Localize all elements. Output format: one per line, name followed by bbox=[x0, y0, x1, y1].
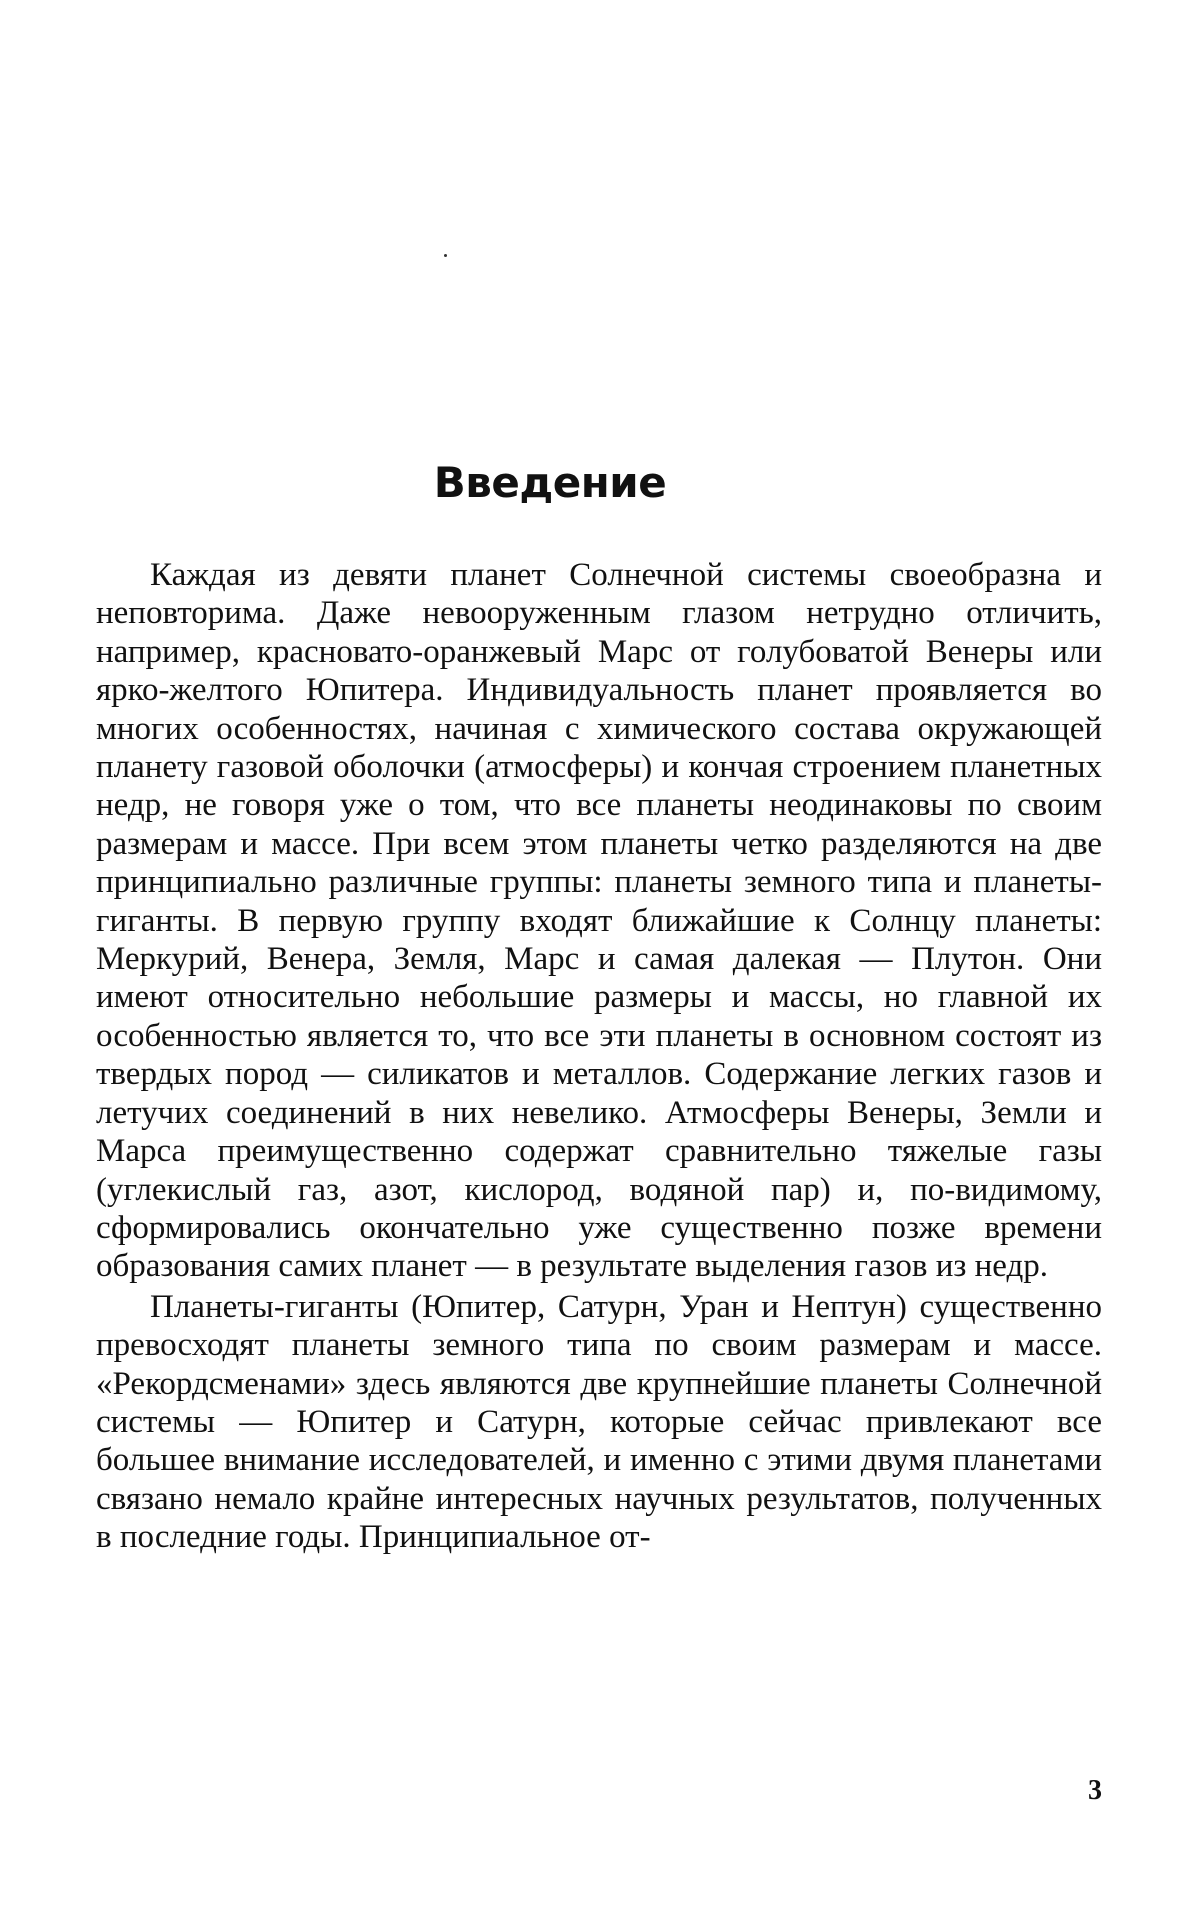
paragraph-1: Каждая из девяти планет Солнечной системы своеобразна и неповторима. Даже невооруженным глазом нетрудно отличить, например, красновато-оранжевый Марс от голубоватой Венеры или ярко-желтого Юпитера. Индивидуальность планет проявляется во многих особенностях, начиная с химического состава окружающей планету газовой оболочки (атмосферы) и кончая строением планетных недр, не говоря уже о том, что все планеты неодинаковы по своим размерам и массе. При всем этом планеты четко разделяются на две принципиально различные группы: планеты земного типа и планеты-гиганты. В первую группу входят ближайшие к Солнцу планеты: Меркурий, Венера, Земля, Марс и самая далекая — Плутон. Они имеют относительно небольшие размеры и массы, но главной их особенностью является то, что все эти планеты в основном состоят из твердых пород — силикатов и металлов. Содержание легких газов и летучих соединений в них невелико. Атмосферы Венеры, Земли и Марса преимущественно содержат сравнительно тяжелые газы (углекислый газ, азот, кислород, водяной пар) и, по-видимому, сформировались окончательно уже существенно позже времени образования самих планет — в результате выделения газов из недр. bbox=[96, 557, 1102, 1285]
body-text bbox=[96, 556, 1102, 1559]
paragraph-2: Планеты-гиганты (Юпитер, Сатурн, Уран и Нептун) существенно превосходят планеты земного типа по своим размерам и массе. «Рекордсменами» здесь являются две крупнейшие планеты Солнечной системы — Юпитер и Сатурн, которые сейчас привлекают все большее внимание исследователей, и именно с этими двумя планетами связано немало крайне интересных научных результатов, полученных в последние годы. Принципиальное от- bbox=[96, 1288, 1102, 1556]
page-number: 3 bbox=[1088, 1775, 1102, 1806]
print-speck bbox=[444, 254, 447, 257]
chapter-title: Введение bbox=[433, 458, 667, 507]
